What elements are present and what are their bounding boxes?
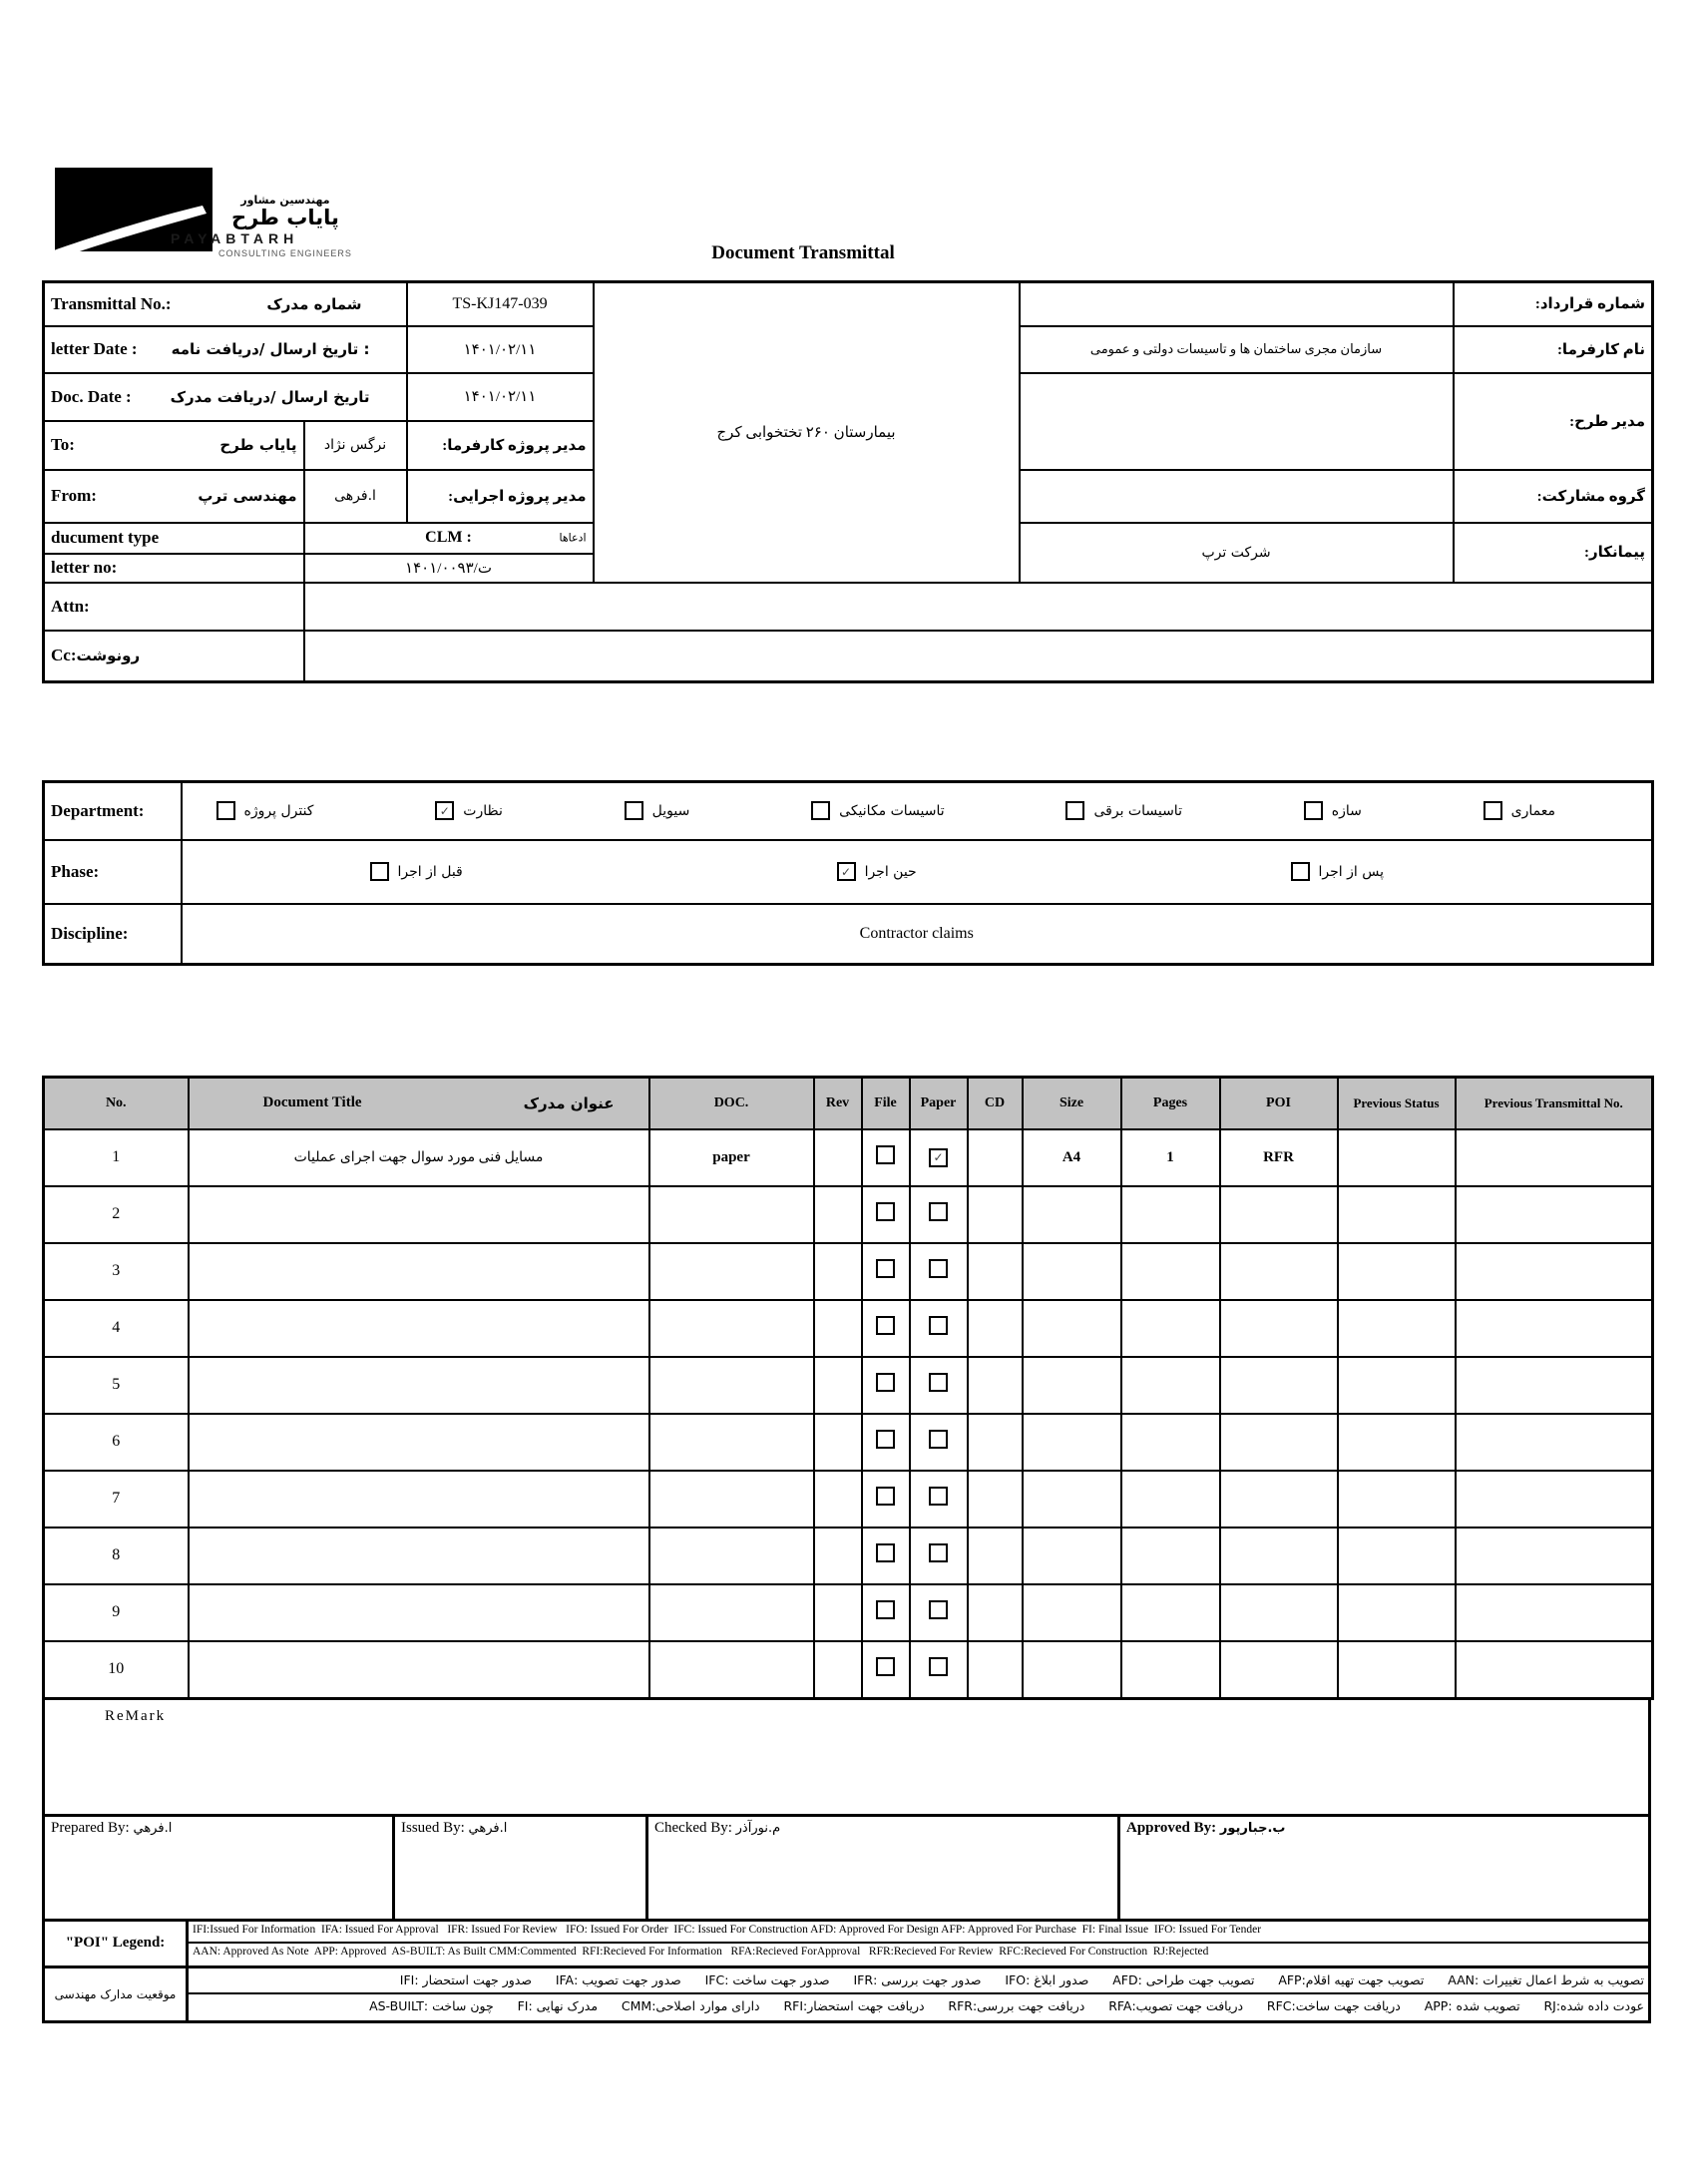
checkbox[interactable]: [876, 1259, 895, 1278]
attn-value: [304, 583, 1653, 631]
table-row: [44, 1528, 1653, 1584]
cell-rev: [814, 1129, 862, 1186]
cell-prev_status: [1338, 1414, 1456, 1471]
poi-legend-fa-line1: تصویب به شرط اعمال تغییرات :AAN تصویب جهت تهیه اقلام:AFP تصویب جهت طراحی :AFD صدور ابلاغ :IFO صدور جهت بررسی :IFR صدور جهت ساخت :IFC صدور جهت تصویب :IFA صدور جهت استحضار :IFI: [189, 1968, 1648, 1994]
jv-value: [1020, 470, 1454, 523]
poi-legend-fa-line2: عودت داده شده:RJ تصویب شده :APP دریافت جهت ساخت:RFC دریافت جهت تصویب:RFA دریافت جهت بررسی:RFR دریافت جهت استحضار:RFI دارای موارد اصلاحی:CMM مدرک نهایی :FI چون ساخت :AS-BUILT: [369, 1997, 1644, 2013]
cell-title: مسایل فنی مورد سوال جهت اجرای عملیات: [189, 1129, 649, 1186]
department-options: [182, 782, 1653, 840]
table-row: [44, 1300, 1653, 1357]
cell-title: [189, 1300, 649, 1357]
client-name-value: سازمان مجری ساختمان ها و تاسیسات دولتی و عمومی: [1020, 326, 1454, 373]
cell-size: [1023, 1471, 1121, 1528]
cc-label: Cc:رونوشت: [44, 631, 304, 682]
cell-title: [189, 1357, 649, 1414]
cell-prev_status: [1338, 1243, 1456, 1300]
col-header-cd: CD: [968, 1078, 1023, 1129]
cell-doc: [649, 1186, 814, 1243]
cell-paper: [910, 1129, 968, 1186]
cell-doc: [649, 1300, 814, 1357]
logo-fa-tagline: مهندسین مشاور: [240, 194, 330, 207]
logo-fa-name: پایاب طرح: [230, 206, 339, 229]
checkbox[interactable]: [929, 1657, 948, 1676]
cell-paper: [910, 1641, 968, 1699]
table-row: [44, 1186, 1653, 1243]
cell-file: [862, 1129, 910, 1186]
exec-pm-label: مدیر پروژه اجرایی:: [407, 470, 594, 523]
cell-poi: [1220, 1414, 1338, 1471]
checkbox[interactable]: [929, 1430, 948, 1449]
option-label: حین اجرا: [864, 863, 917, 880]
checkbox-option: [837, 862, 917, 881]
option-label: تاسیسات برقی: [1093, 802, 1182, 819]
project-name: بیمارستان ۲۶۰ تختخوابی کرج: [594, 282, 1020, 583]
checkbox[interactable]: [876, 1316, 895, 1335]
design-manager-label: مدیر طرح:: [1454, 373, 1653, 470]
checkbox[interactable]: [625, 801, 643, 820]
col-header-poi: POI: [1220, 1078, 1338, 1129]
contractor-label: پیمانکار:: [1454, 523, 1653, 583]
cell-pages: [1121, 1243, 1220, 1300]
checkbox[interactable]: [929, 1600, 948, 1619]
issued-by-cell: Issued By: ا.فرهي: [395, 1817, 648, 1919]
phase-options: [182, 840, 1653, 904]
option-label: معماری: [1510, 802, 1555, 819]
cell-size: [1023, 1414, 1121, 1471]
cell-rev: [814, 1641, 862, 1699]
cell-prev_status: [1338, 1584, 1456, 1641]
poi-legend-en-line2: AAN: Approved As Note APP: Approved AS-BUILT: As Built CMM:Commented RFI:Recieved For Information RFA:Recieved ForApproval RFR:Recieved For Review RFC:Recieved For Construction RJ:Rejected: [193, 1945, 1209, 1958]
cell-paper: [910, 1186, 968, 1243]
design-manager-value: [1020, 373, 1454, 470]
cell-no: 1: [44, 1129, 189, 1186]
cell-prev_transmittal: [1456, 1300, 1653, 1357]
to-person: نرگس نژاد: [304, 421, 407, 470]
contract-no-label: شماره قرارداد:: [1454, 282, 1653, 326]
cell-prev_transmittal: [1456, 1186, 1653, 1243]
cell-prev_transmittal: [1456, 1584, 1653, 1641]
department-label: Department:: [44, 782, 182, 840]
cell-title: [189, 1243, 649, 1300]
cell-poi: [1220, 1528, 1338, 1584]
checkbox[interactable]: [929, 1487, 948, 1506]
letterno-label: letter no:: [44, 554, 304, 583]
cell-file: [862, 1243, 910, 1300]
cell-poi: [1220, 1186, 1338, 1243]
cell-pages: 1: [1121, 1129, 1220, 1186]
cell-no: 2: [44, 1186, 189, 1243]
cell-paper: [910, 1300, 968, 1357]
cell-pages: [1121, 1584, 1220, 1641]
option-label: کنترل پروژه: [243, 802, 314, 819]
checkbox[interactable]: [216, 801, 235, 820]
contract-no-value: [1020, 282, 1454, 326]
cell-title: [189, 1584, 649, 1641]
cell-prev_transmittal: [1456, 1471, 1653, 1528]
cell-file: [862, 1414, 910, 1471]
table-row: [44, 1414, 1653, 1471]
cell-doc: [649, 1641, 814, 1699]
doc-date-value: ۱۴۰۱/۰۲/۱۱: [407, 373, 594, 421]
cell-prev_transmittal: [1456, 1357, 1653, 1414]
option-label: سازه: [1331, 802, 1362, 819]
col-header-paper: Paper: [910, 1078, 968, 1129]
col-header-file: File: [862, 1078, 910, 1129]
checkbox[interactable]: [929, 1316, 948, 1335]
cell-file: [862, 1641, 910, 1699]
cell-poi: RFR: [1220, 1129, 1338, 1186]
cell-size: [1023, 1584, 1121, 1641]
checkbox[interactable]: [435, 801, 454, 820]
cell-no: 5: [44, 1357, 189, 1414]
checkbox[interactable]: [1065, 801, 1084, 820]
cell-doc: [649, 1584, 814, 1641]
checkbox[interactable]: [876, 1657, 895, 1676]
cell-cd: [968, 1186, 1023, 1243]
cell-prev_status: [1338, 1186, 1456, 1243]
checkbox[interactable]: [370, 862, 389, 881]
checkbox[interactable]: [929, 1543, 948, 1562]
cell-prev_status: [1338, 1471, 1456, 1528]
col-header-no: No.: [44, 1078, 189, 1129]
cell-prev_transmittal: [1456, 1129, 1653, 1186]
cell-rev: [814, 1584, 862, 1641]
cell-size: A4: [1023, 1129, 1121, 1186]
cc-value: [304, 631, 1653, 682]
checkbox[interactable]: [1484, 801, 1502, 820]
doctype-value-cell: [304, 523, 594, 554]
col-header-doc: DOC.: [649, 1078, 814, 1129]
checkbox[interactable]: [811, 801, 830, 820]
poi-legend-fa: [42, 1968, 1651, 2023]
cell-paper: [910, 1414, 968, 1471]
cell-doc: [649, 1357, 814, 1414]
document-list-table: [42, 1076, 1654, 1700]
checkbox[interactable]: [876, 1543, 895, 1562]
cell-size: [1023, 1357, 1121, 1414]
from-row: From: مهندسی ترپ: [44, 470, 304, 523]
cell-pages: [1121, 1641, 1220, 1699]
cell-paper: [910, 1471, 968, 1528]
cell-no: 6: [44, 1414, 189, 1471]
cell-file: [862, 1528, 910, 1584]
cell-prev_status: [1338, 1129, 1456, 1186]
cell-size: [1023, 1243, 1121, 1300]
cell-cd: [968, 1641, 1023, 1699]
cell-prev_transmittal: [1456, 1414, 1653, 1471]
checkbox-option: [435, 801, 503, 820]
cell-doc: paper: [649, 1129, 814, 1186]
cell-rev: [814, 1243, 862, 1300]
logo-en-name: PAYABTARH: [171, 230, 299, 247]
to-row: To: پایاب طرح: [44, 421, 304, 470]
cell-pages: [1121, 1471, 1220, 1528]
client-name-label: نام کارفرما:: [1454, 326, 1653, 373]
doctype-note: ادعاها: [559, 531, 587, 545]
cell-rev: [814, 1471, 862, 1528]
cell-file: [862, 1584, 910, 1641]
checkbox-option: [1065, 801, 1181, 820]
cell-no: 9: [44, 1584, 189, 1641]
letter-date-label: letter Date : تاریخ ارسال /دریافت نامه :: [44, 326, 407, 373]
checkbox[interactable]: [929, 1148, 948, 1167]
cell-no: 10: [44, 1641, 189, 1699]
letterno-value: ت/۱۴۰۱/۰۰۹۳: [304, 554, 594, 583]
cell-file: [862, 1300, 910, 1357]
table-row: [44, 1357, 1653, 1414]
cell-paper: [910, 1584, 968, 1641]
checkbox[interactable]: [876, 1487, 895, 1506]
checkbox-option: [370, 862, 463, 881]
client-pm-label: مدیر پروژه کارفرما:: [407, 421, 594, 470]
table-row: [44, 1641, 1653, 1699]
cell-prev_transmittal: [1456, 1528, 1653, 1584]
cell-size: [1023, 1186, 1121, 1243]
table-row: [44, 1584, 1653, 1641]
cell-size: [1023, 1300, 1121, 1357]
checkbox[interactable]: [876, 1202, 895, 1221]
classification-table: [42, 780, 1654, 966]
cell-paper: [910, 1243, 968, 1300]
checkbox[interactable]: [837, 862, 856, 881]
cell-prev_status: [1338, 1641, 1456, 1699]
discipline-value: Contractor claims: [182, 904, 1653, 965]
cell-poi: [1220, 1243, 1338, 1300]
cell-cd: [968, 1584, 1023, 1641]
cell-cd: [968, 1129, 1023, 1186]
checked-by-cell: Checked By: م.نورآذر: [648, 1817, 1120, 1919]
cell-cd: [968, 1414, 1023, 1471]
prepared-by-cell: Prepared By: ا.فرهي: [45, 1817, 395, 1919]
cell-prev_status: [1338, 1357, 1456, 1414]
cell-file: [862, 1186, 910, 1243]
remark-label: ReMark: [105, 1707, 167, 1724]
cell-file: [862, 1357, 910, 1414]
cell-size: [1023, 1641, 1121, 1699]
cell-title: [189, 1186, 649, 1243]
option-label: تاسیسات مکانیکی: [839, 802, 945, 819]
table-row: [44, 1129, 1653, 1186]
cell-prev_transmittal: [1456, 1641, 1653, 1699]
poi-legend-fa-label: موقعیت مدارک مهندسی: [45, 1968, 189, 2020]
cell-poi: [1220, 1471, 1338, 1528]
cell-no: 3: [44, 1243, 189, 1300]
remark-section: [42, 1700, 1651, 1817]
doc-date-label: Doc. Date : تاریخ ارسال /دریافت مدرک: [44, 373, 407, 421]
cell-no: 4: [44, 1300, 189, 1357]
table-row: [44, 1243, 1653, 1300]
checkbox[interactable]: [1291, 862, 1310, 881]
cell-pages: [1121, 1414, 1220, 1471]
cell-prev_transmittal: [1456, 1243, 1653, 1300]
cell-title: [189, 1528, 649, 1584]
contractor-value: شرکت ترپ: [1020, 523, 1454, 583]
poi-legend-en-line1: IFI:Issued For Information IFA: Issued For Approval IFR: Issued For Review IFO: Issued For Order IFC: Issued For Construction AFD: Approved For Design AFP: Approved For Purchase FI: Final Issue IFO: Issued For Tender: [189, 1922, 1648, 1944]
option-label: نظارت: [463, 802, 503, 819]
cell-no: 8: [44, 1528, 189, 1584]
transmittal-no-value: TS-KJ147-039: [407, 282, 594, 326]
cell-title: [189, 1641, 649, 1699]
cell-rev: [814, 1414, 862, 1471]
checkbox-option: [625, 801, 690, 820]
option-label: پس از اجرا: [1318, 863, 1384, 880]
cell-file: [862, 1471, 910, 1528]
cell-cd: [968, 1300, 1023, 1357]
option-label: قبل از اجرا: [397, 863, 463, 880]
cell-poi: [1220, 1300, 1338, 1357]
cell-cd: [968, 1357, 1023, 1414]
checkbox-option: [1304, 801, 1362, 820]
cell-rev: [814, 1528, 862, 1584]
checkbox[interactable]: [876, 1373, 895, 1392]
doctype-value: CLM :: [425, 529, 472, 546]
checkbox[interactable]: [876, 1145, 895, 1164]
col-header-title: Document Title عنوان مدرک: [189, 1078, 649, 1129]
cell-prev_status: [1338, 1300, 1456, 1357]
cell-poi: [1220, 1357, 1338, 1414]
cell-rev: [814, 1300, 862, 1357]
poi-legend-en: [42, 1922, 1651, 1968]
approved-by-cell: Approved By: ب.جبارپور: [1126, 1819, 1286, 1836]
checkbox[interactable]: [1304, 801, 1323, 820]
letter-date-value: ۱۴۰۱/۰۲/۱۱: [407, 326, 594, 373]
cell-cd: [968, 1243, 1023, 1300]
option-label: سیویل: [651, 802, 690, 819]
cell-doc: [649, 1243, 814, 1300]
cell-doc: [649, 1414, 814, 1471]
phase-label: Phase:: [44, 840, 182, 904]
cell-prev_status: [1338, 1528, 1456, 1584]
cell-no: 7: [44, 1471, 189, 1528]
jv-label: گروه مشارکت:: [1454, 470, 1653, 523]
col-header-prev-transmittal: Previous Transmittal No.: [1456, 1078, 1653, 1129]
cell-paper: [910, 1357, 968, 1414]
doctype-label: ducument type: [44, 523, 304, 554]
col-header-pages: Pages: [1121, 1078, 1220, 1129]
poi-legend-label: "POI" Legend:: [45, 1922, 189, 1966]
checkbox-option: [1484, 801, 1555, 820]
col-header-rev: Rev: [814, 1078, 862, 1129]
cell-doc: [649, 1471, 814, 1528]
cell-pages: [1121, 1300, 1220, 1357]
logo-en-subtitle: CONSULTING ENGINEERS: [218, 248, 352, 259]
cell-rev: [814, 1186, 862, 1243]
cell-doc: [649, 1528, 814, 1584]
checkbox[interactable]: [876, 1600, 895, 1619]
transmittal-no-label: Transmittal No.: شماره مدرک: [44, 282, 407, 326]
cell-paper: [910, 1528, 968, 1584]
col-header-size: Size: [1023, 1078, 1121, 1129]
cell-pages: [1121, 1528, 1220, 1584]
checkbox[interactable]: [929, 1202, 948, 1221]
table-row: [44, 1471, 1653, 1528]
cell-title: [189, 1471, 649, 1528]
checkbox-option: [811, 801, 945, 820]
cell-size: [1023, 1528, 1121, 1584]
checkbox-option: [216, 801, 314, 820]
cell-cd: [968, 1528, 1023, 1584]
col-header-prev-status: Previous Status: [1338, 1078, 1456, 1129]
page-title: Document Transmittal: [711, 242, 895, 263]
checkbox[interactable]: [929, 1373, 948, 1392]
transmittal-info-table: [42, 280, 1654, 683]
cell-poi: [1220, 1584, 1338, 1641]
signatures-row: [42, 1817, 1651, 1922]
cell-poi: [1220, 1641, 1338, 1699]
discipline-label: Discipline:: [44, 904, 182, 965]
checkbox[interactable]: [876, 1430, 895, 1449]
from-person: ا.فرهی: [304, 470, 407, 523]
checkbox[interactable]: [929, 1259, 948, 1278]
attn-label: Attn:: [44, 583, 304, 631]
checkbox-option: [1291, 862, 1384, 881]
cell-pages: [1121, 1357, 1220, 1414]
cell-pages: [1121, 1186, 1220, 1243]
cell-title: [189, 1414, 649, 1471]
cell-cd: [968, 1471, 1023, 1528]
cell-rev: [814, 1357, 862, 1414]
